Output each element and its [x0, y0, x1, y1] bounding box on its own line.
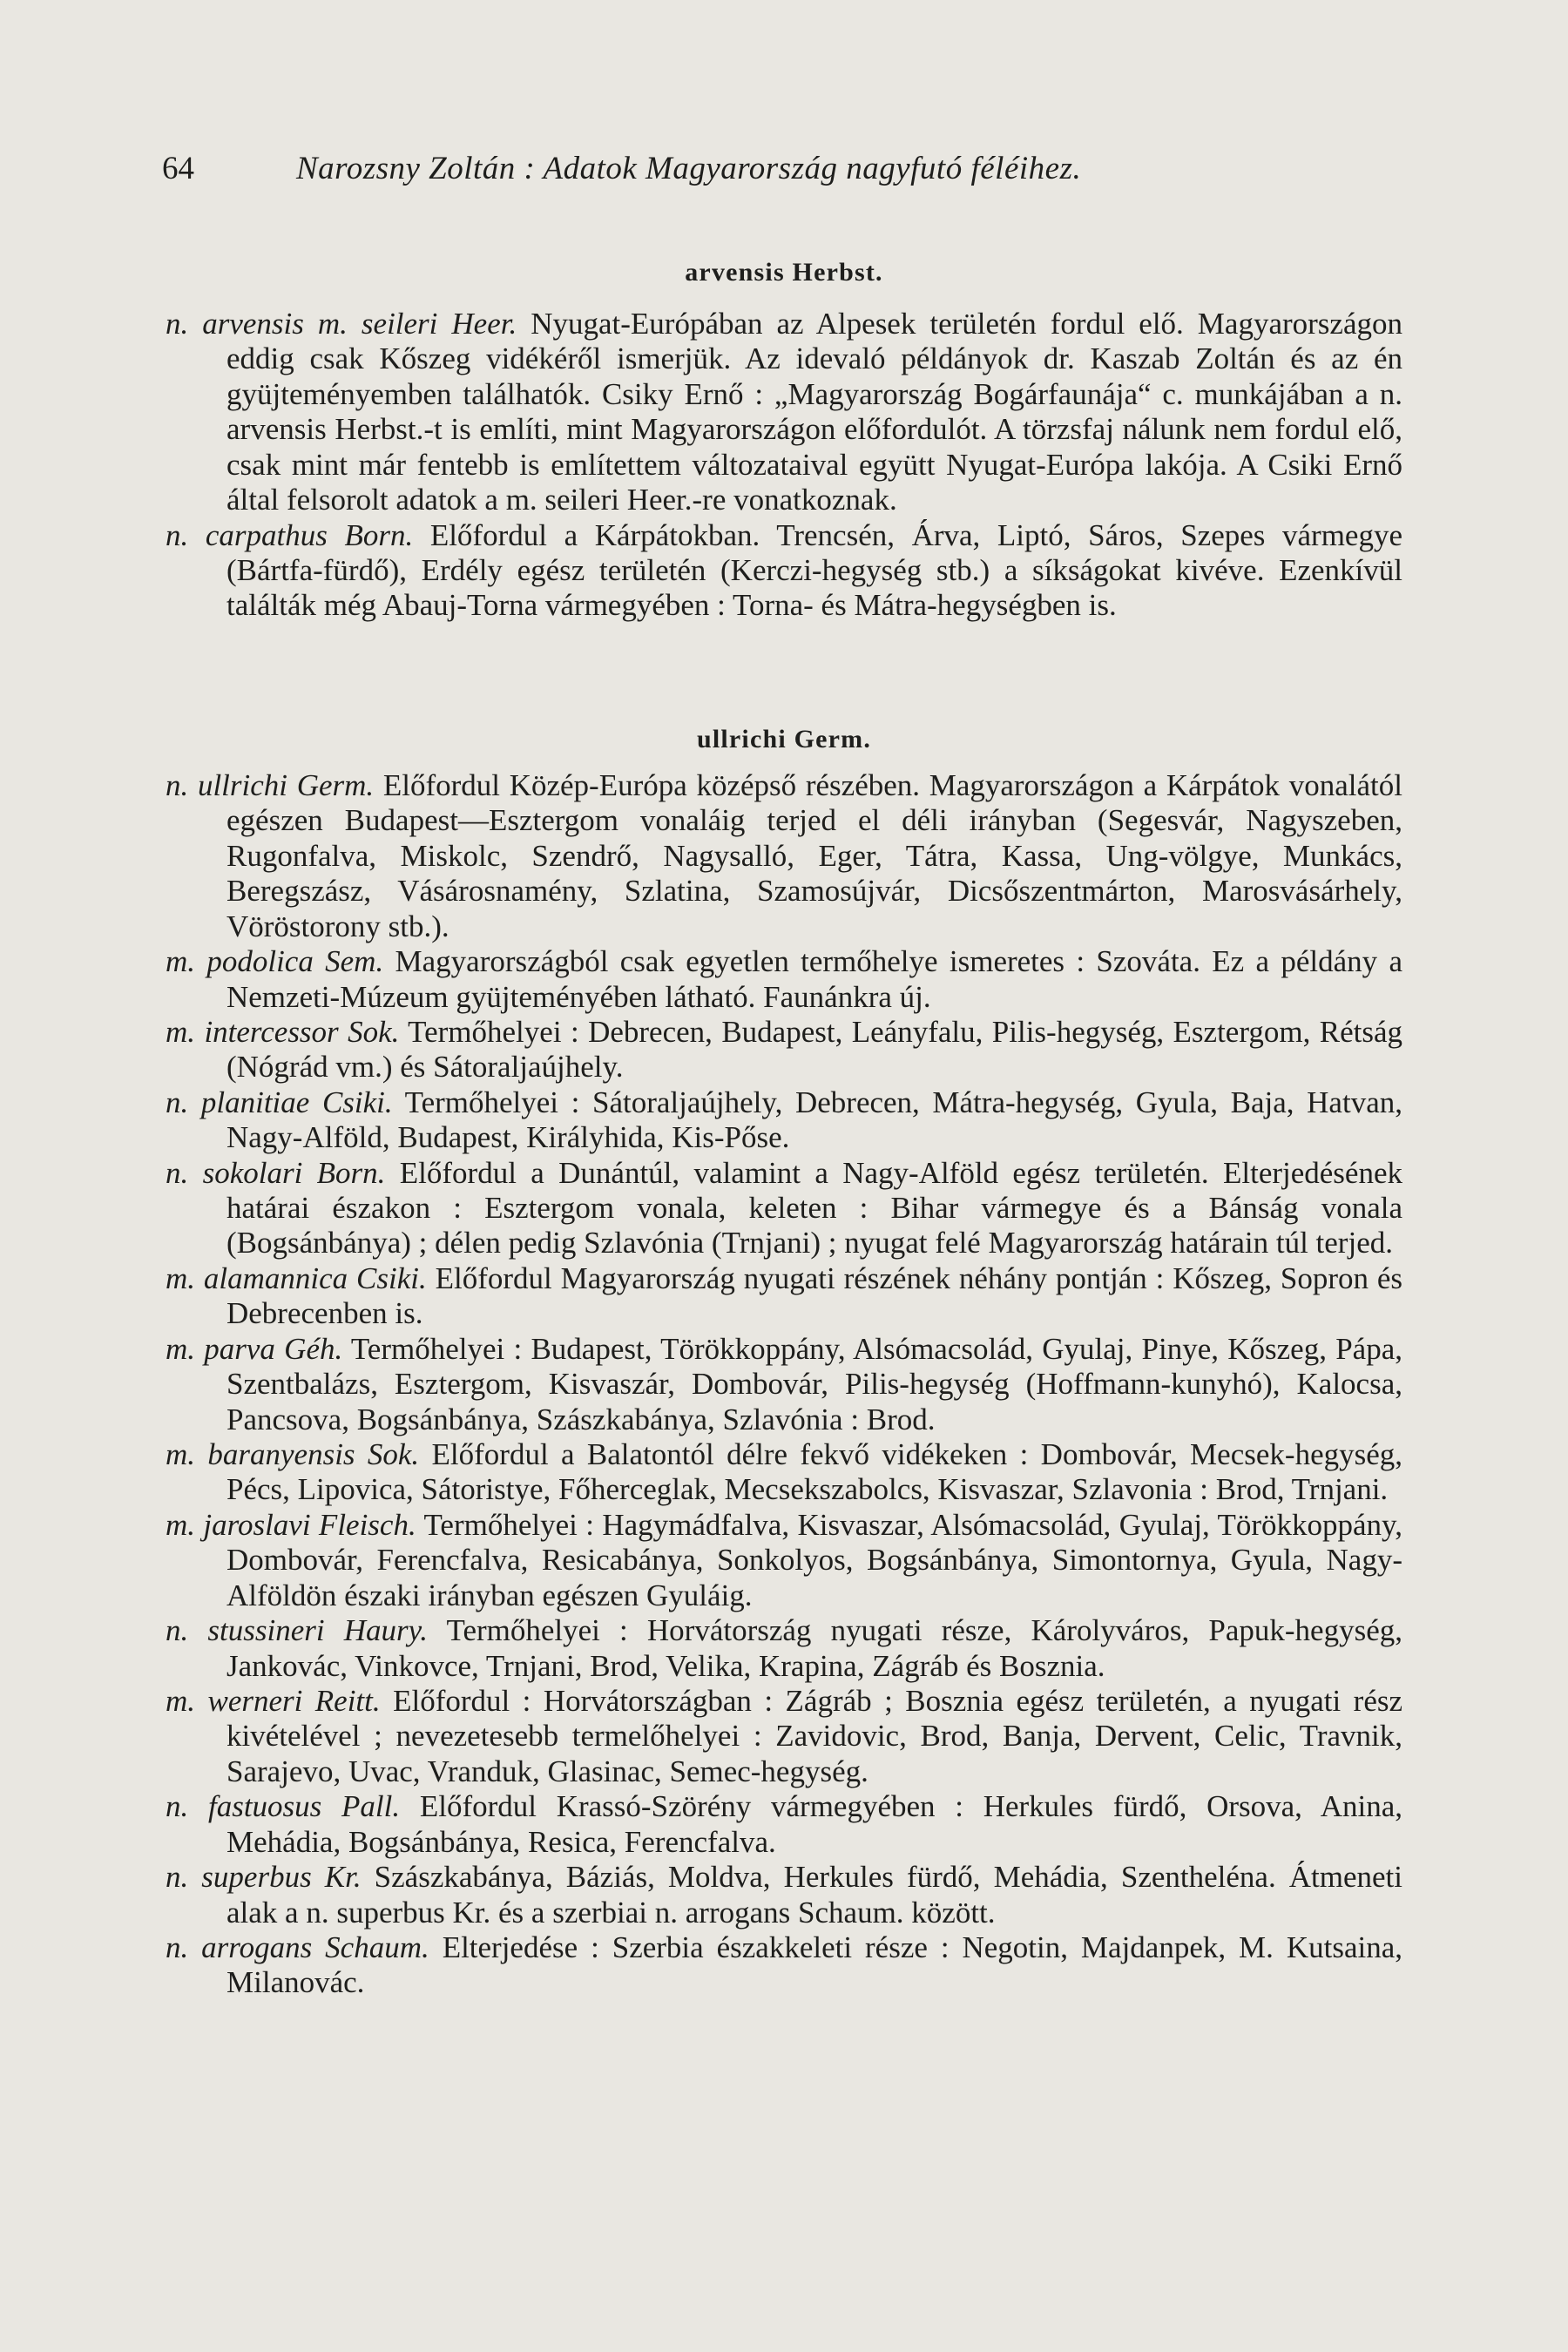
taxon-name: n. stussineri Haury.: [166, 1613, 428, 1648]
entry-carpathus: [166, 518, 1402, 624]
entry-parva: [166, 1332, 1402, 1437]
taxon-name: m. alamannica Csiki.: [166, 1260, 427, 1295]
entry-text: Előfordul Magyarország nyugati részének néhány pontján : Kőszeg, Sopron és Debrecenben is.: [226, 1260, 1403, 1331]
entry-podolica: [166, 944, 1402, 1015]
taxon-name: n. arvensis m. seileri Heer.: [166, 307, 517, 341]
entry-fastuosus: [166, 1789, 1402, 1860]
entry-superbus: [166, 1860, 1402, 1930]
entry-ullrichi: [166, 768, 1402, 944]
section-arvensis-body: [166, 307, 1402, 624]
taxon-name: n. arrogans Schaum.: [166, 1930, 429, 1964]
entry-text: Előfordul Krassó-Szörény vármegyében : Herkules fürdő, Orsova, Anina, Mehádia, Bogsánbánya, Resica, Ferencfalva.: [226, 1789, 1403, 1859]
taxon-name: m. werneri Reitt.: [166, 1683, 381, 1718]
entry-text: Előfordul a Balatontól délre fekvő vidékeken : Dombovár, Mecsek-hegység, Pécs, Lipovica, Sátoristye, Főherceglak, Mecsekszabolcs, Kisvaszar, Szlavonia : Brod, Trnjani.: [226, 1437, 1403, 1507]
taxon-name: m. podolica Sem.: [166, 944, 384, 979]
taxon-name: n. planitiae Csiki.: [166, 1085, 393, 1119]
taxon-name: n. carpathus Born.: [166, 517, 414, 552]
page-number: 64: [162, 151, 194, 186]
section-title-arvensis: arvensis Herbst.: [685, 258, 883, 287]
entry-text: Előfordul : Horvátországban : Zágráb ; Bosznia egész területén, a nyugati rész kivételével ; nevezetesebb termelőhelyei : Zavidovic, Brod, Banja, Dervent, Celic, Travnik, Sarajevo, Uvac, Vranduk, Glasinac, Semec-hegység.: [226, 1683, 1403, 1788]
entry-intercessor: [166, 1015, 1402, 1085]
section-ullrichi-body: [166, 768, 1402, 2001]
section-title-ullrichi: ullrichi Germ.: [696, 725, 872, 754]
entry-baranyensis: [166, 1437, 1402, 1508]
entry-text: Elterjedése : Szerbia északkeleti része : Negotin, Majdanpek, M. Kutsaina, Milanovác.: [226, 1930, 1403, 2000]
entry-planitiae: [166, 1085, 1402, 1156]
taxon-name: n. ullrichi Germ.: [166, 768, 375, 802]
entry-text: Nyugat-Európában az Alpesek területén fordul elő. Magyarországon eddig csak Kőszeg vidékéről ismerjük. Az idevaló példányok dr. Kaszab Zoltán és az én gyüjteményemben találhatók. Csiky Ernő : „Magyarország Bogárfaunája“ c. munkájában a n. arvensis Herbst.-t is említi, mint Magyarországon előfordulót. A törzsfaj nálunk nem fordul elő, csak mint már fentebb is említettem változataival együtt Nyugat-Európa lakója. A Csiki Ernő által felsorolt adatok a m. seileri Heer.-re vonatkoznak.: [226, 307, 1402, 517]
taxon-name: n. superbus Kr.: [166, 1860, 362, 1895]
taxon-name: m. intercessor Sok.: [166, 1014, 400, 1049]
entry-jaroslavi: [166, 1508, 1402, 1613]
taxon-name: m. jaroslavi Fleisch.: [166, 1507, 416, 1542]
entry-stussineri: [166, 1613, 1402, 1684]
entry-text: Termőhelyei : Hagymádfalva, Kisvaszar, Alsómacsolád, Gyulaj, Törökkoppány, Dombovár, Ferencfalva, Resicabánya, Sonkolyos, Bogsánbánya, Simontornya, Gyula, Nagy-Alföldön északi irányban egészen Gyuláig.: [226, 1507, 1402, 1612]
entry-text: Magyarországból csak egyetlen termőhelye ismeretes : Szováta. Ez a példány a Nemzeti-Múzeum gyüjteményében látható. Faunánkra új.: [226, 944, 1402, 1014]
entry-alamannica: [166, 1261, 1402, 1332]
entry-text: Előfordul Közép-Európa középső részében. Magyarországon a Kárpátok vonalától egészen Budapest—Esztergom vonaláig terjed el déli irányban (Segesvár, Nagyszeben, Rugonfalva, Miskolc, Szendrő, Nagysalló, Eger, Tátra, Kassa, Ung-völgye, Munkács, Beregszász, Vásárosnamény, Szlatina, Szamosújvár, Dicsőszentmárton, Marosvásárhely, Vöröstorony stb.).: [226, 768, 1402, 943]
entry-text: Termőhelyei : Sátoraljaújhely, Debrecen, Mátra-hegység, Gyula, Baja, Hatvan, Nagy-Alföld, Budapest, Királyhida, Kis-Pőse.: [226, 1085, 1402, 1155]
taxon-name: m. baranyensis Sok.: [166, 1437, 420, 1472]
entry-text: Termőhelyei : Budapest, Törökkoppány, Alsómacsolád, Gyulaj, Pinye, Kőszeg, Pápa, Szentbalázs, Esztergom, Kisvaszár, Dombovár, Pilis-hegység (Hoffmann-kunyhó), Kalocsa, Pancsova, Bogsánbánya, Szászkabánya, Szlavónia : Brod.: [226, 1331, 1402, 1436]
entry-text: Előfordul a Kárpátokban. Trencsén, Árva, Liptó, Sáros, Szepes vármegye (Bártfa-fürdő), Erdély egész területén (Kerczi-hegység stb.) a síkságokat kivéve. Ezenkívül találták még Abauj-Torna vármegyében : Torna- és Mátra-hegységben is.: [226, 517, 1403, 623]
taxon-name: n. fastuosus Pall.: [166, 1789, 401, 1824]
entry-sokolari: [166, 1156, 1402, 1261]
running-title: Narozsny Zoltán : Adatok Magyarország nagyfutó féléihez.: [296, 151, 1082, 186]
taxon-name: m. parva Géh.: [166, 1331, 343, 1366]
entry-text: Szászkabánya, Báziás, Moldva, Herkules fürdő, Mehádia, Szentheléna. Átmeneti alak a n. superbus Kr. és a szerbiai n. arrogans Schaum. között.: [226, 1860, 1402, 1930]
taxon-name: n. sokolari Born.: [166, 1155, 386, 1190]
entry-werneri: [166, 1684, 1402, 1789]
entry-text: Termőhelyei : Horvátország nyugati része, Károlyváros, Papuk-hegység, Jankovác, Vinkovce, Trnjani, Brod, Velika, Krapina, Zágráb és Bosznia.: [226, 1613, 1402, 1683]
entry-text: Előfordul a Dunántúl, valamint a Nagy-Alföld egész területén. Elterjedésének határai északon : Esztergom vonala, keleten : Bihar vármegye és a Bánság vonala (Bogsánbánya) ; délen pedig Szlavónia (Trnjani) ; nyugat felé Magyarország határain túl terjed.: [226, 1155, 1402, 1260]
entry-arrogans: [166, 1930, 1402, 2001]
entry-arvensis-seileri: [166, 307, 1402, 518]
entry-text: Termőhelyei : Debrecen, Budapest, Leányfalu, Pilis-hegység, Esztergom, Rétság (Nógrád vm.) és Sátoraljaújhely.: [226, 1014, 1403, 1085]
